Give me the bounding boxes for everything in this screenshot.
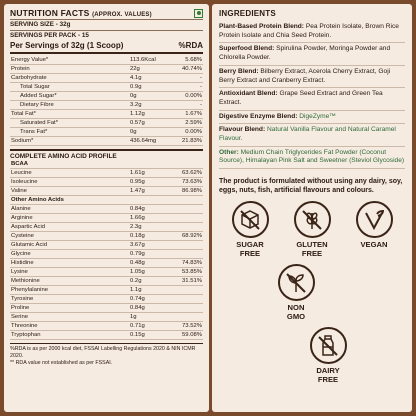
badge-label <box>316 367 339 384</box>
nutrient-rda <box>169 205 203 214</box>
nutrient-value: 0.15g <box>129 331 169 340</box>
nutrition-header <box>10 8 203 18</box>
ingredient-item <box>219 111 405 125</box>
per-serving-label: Per Servings of 32g (1 Scoop) <box>10 41 124 50</box>
nutrient-name: Protein <box>10 65 129 74</box>
nutrient-rda: - <box>169 74 203 83</box>
ingredient-text: Medium Chain Triglycerides Fat Powder (Coconut Source), Himalayan Pink Salt and Sweetner (Steviol Glycoside) <box>219 148 405 165</box>
nutrient-name: Glycine <box>10 250 129 259</box>
nutrient-rda <box>169 295 203 304</box>
ingredient-text: Bilberry Extract, Acerola Cherry Extract, Goji Berry Extract and Cranberry Extract. <box>219 67 391 84</box>
badge-label <box>360 241 387 250</box>
nutrient-rda: 73.52% <box>169 322 203 331</box>
nutrient-name: Energy Value* <box>10 56 129 65</box>
veg-mark-icon <box>194 9 203 18</box>
nutrient-rda: 74.83% <box>169 259 203 268</box>
nutrient-rda: 73.63% <box>169 178 203 187</box>
ingredients-list <box>219 21 405 169</box>
nutrient-name: Saturated Fat* <box>10 119 129 128</box>
seedling-icon <box>278 264 315 301</box>
badge-label <box>236 241 263 258</box>
wheat-slash-icon <box>294 201 331 238</box>
nutrient-name: Threonine <box>10 322 129 331</box>
nutrient-rda: 0.00% <box>169 92 203 101</box>
table-row <box>10 322 203 331</box>
cube-slash-icon <box>232 201 269 238</box>
badge-label-line2: FREE <box>317 374 339 384</box>
table-row <box>10 241 203 250</box>
nutrition-title: NUTRITION FACTS <box>10 8 90 18</box>
nutrition-table <box>10 56 203 146</box>
amino-table <box>10 160 203 340</box>
divider <box>10 52 203 54</box>
table-row <box>10 187 203 196</box>
badge-label-line1: NON <box>287 303 305 313</box>
table-row <box>10 92 203 101</box>
nutrient-value: 0.48g <box>129 259 169 268</box>
nutrient-name: BCAA <box>10 160 129 169</box>
nutrient-rda: 53.85% <box>169 268 203 277</box>
nutrient-name: Sodium* <box>10 137 129 146</box>
table-row <box>10 169 203 178</box>
nutrient-name: Tyrosine <box>10 295 129 304</box>
ingredient-label: Flavour Blend: <box>219 126 266 134</box>
nutrient-rda: 21.83% <box>169 137 203 146</box>
table-row <box>10 178 203 187</box>
table-row <box>10 205 203 214</box>
claim-badge <box>266 264 326 321</box>
divider <box>10 30 203 31</box>
servings-per-pack: SERVINGS PER PACK - 15 <box>10 32 89 39</box>
ingredient-label: Antioxidant Blend: <box>219 90 278 98</box>
nutrient-rda: 0.00% <box>169 128 203 137</box>
footnote-rda: %RDA is as per 2000 kcal diet, FSSAI Labelling Regulations 2020 & NIN ICMR 2020. <box>10 346 196 359</box>
nutrient-rda <box>169 286 203 295</box>
nutrient-rda <box>169 160 203 169</box>
nutrient-value: 1.1g <box>129 286 169 295</box>
nutrient-name: Alanine <box>10 205 129 214</box>
nutrient-rda <box>169 214 203 223</box>
nutrient-rda <box>169 223 203 232</box>
table-row <box>10 65 203 74</box>
table-row <box>10 196 203 205</box>
ingredient-label: Berry Blend: <box>219 67 259 75</box>
table-row <box>10 74 203 83</box>
nutrient-value: 0.84g <box>129 205 169 214</box>
ingredient-item <box>219 147 405 169</box>
ingredient-item <box>219 88 405 110</box>
nutrient-name: Serine <box>10 313 129 322</box>
ingredient-text: Grape Seed Extract and Green Tea Extract. <box>219 90 383 106</box>
claim-badge <box>344 201 404 258</box>
nutrient-name: Leucine <box>10 169 129 178</box>
nutrient-value: 0.9g <box>129 83 169 92</box>
ingredient-text: Pea Protein Isolate, Brown Rice Protein Isolate and Chia Seed Protein. <box>219 23 399 39</box>
nutrient-name: Total Sugar <box>10 83 129 92</box>
table-row <box>10 137 203 146</box>
table-row <box>10 277 203 286</box>
nutrient-rda: 63.62% <box>169 169 203 178</box>
badge-label <box>296 241 327 258</box>
badge-label-line1: VEGAN <box>360 240 388 250</box>
table-row <box>10 101 203 110</box>
nutrient-name: Aspartic Acid <box>10 223 129 232</box>
nutrient-rda: 5.68% <box>169 56 203 65</box>
nutrient-rda <box>169 196 203 205</box>
ingredient-label: Other: <box>219 148 239 156</box>
nutrient-value: 1.05g <box>129 268 169 277</box>
nutrient-name: Histidine <box>10 259 129 268</box>
nutrient-value: 1g <box>129 313 169 322</box>
ingredient-text: Spirulina Powder, Moringa Powder and Chlorella Powder. <box>219 45 391 62</box>
claim-badge <box>298 327 358 384</box>
nutrient-rda: 86.98% <box>169 187 203 196</box>
ingredient-label: Digestive Enzyme Blend: <box>219 112 298 120</box>
nutrient-value: 436.64mg <box>129 137 169 146</box>
nutrient-name: Carbohydrate <box>10 74 129 83</box>
nutrient-value: 2.3g <box>129 223 169 232</box>
table-row <box>10 83 203 92</box>
veg-dot <box>197 11 201 15</box>
nutrient-name: Cysteine <box>10 232 129 241</box>
nutrition-title-group <box>10 8 152 18</box>
nutrient-name: Valine <box>10 187 129 196</box>
nutrient-value: 0.95g <box>129 178 169 187</box>
per-serving-header <box>10 41 203 50</box>
nutrient-rda: - <box>169 101 203 110</box>
ingredient-item <box>219 21 405 43</box>
badge-label-line2: FREE <box>301 248 323 258</box>
table-row <box>10 331 203 340</box>
nutrient-name: Other Amino Acids <box>10 196 129 205</box>
nutrient-value: 1.66g <box>129 214 169 223</box>
ingredient-item <box>219 43 405 65</box>
nutrient-name: Trans Fat* <box>10 128 129 137</box>
nutrient-value: 3.67g <box>129 241 169 250</box>
badge-label <box>287 304 305 321</box>
claim-badge <box>220 201 280 258</box>
nutrient-name: Phenylalanine <box>10 286 129 295</box>
nutrient-rda <box>169 241 203 250</box>
badge-label-line2: GMO <box>286 311 306 321</box>
nutrient-value: 0.18g <box>129 232 169 241</box>
ingredient-text: DigeZyme™ <box>297 112 336 120</box>
amino-acid-title: COMPLETE AMINO ACID PROFILE <box>10 149 203 160</box>
table-row <box>10 313 203 322</box>
nutrient-value: 113.6Kcal <box>129 56 169 65</box>
table-row <box>10 128 203 137</box>
table-row <box>10 110 203 119</box>
nutrient-value: 0.57g <box>129 119 169 128</box>
table-row <box>10 160 203 169</box>
ingredient-label: Superfood Blend: <box>219 45 275 53</box>
ingredient-item <box>219 124 405 146</box>
table-row <box>10 250 203 259</box>
nutrient-name: Isoleucine <box>10 178 129 187</box>
nutrient-value <box>129 160 169 169</box>
nutrient-value: 1.61g <box>129 169 169 178</box>
nutrient-name: Lysine <box>10 268 129 277</box>
ingredient-item <box>219 66 405 88</box>
table-row <box>10 304 203 313</box>
nutrient-name: Tryptophan <box>10 331 129 340</box>
nutrient-name: Methionine <box>10 277 129 286</box>
nutrient-rda: 68.92% <box>169 232 203 241</box>
badge-label-line1: SUGAR <box>236 240 264 250</box>
nutrient-value: 1.47g <box>129 187 169 196</box>
ingredients-panel <box>212 4 412 412</box>
nutrient-name: Arginine <box>10 214 129 223</box>
badge-label-line1: DAIRY <box>316 366 340 376</box>
nutrient-rda: 31.51% <box>169 277 203 286</box>
vegan-v-icon <box>356 201 393 238</box>
claim-badges <box>219 201 405 384</box>
nutrient-rda: 2.59% <box>169 119 203 128</box>
table-row <box>10 56 203 65</box>
rda-header: %RDA <box>178 41 203 50</box>
nutrient-rda: 59.08% <box>169 331 203 340</box>
footnote-not-established: ** RDA value not established as per FSSAI. <box>10 360 113 366</box>
nutrient-value: 0.2g <box>129 277 169 286</box>
nutrient-rda: - <box>169 83 203 92</box>
nutrient-name: Added Sugar* <box>10 92 129 101</box>
nutrient-value: 0.79g <box>129 250 169 259</box>
ingredient-label: Plant-Based Protein Blend: <box>219 23 304 30</box>
nutrient-value: 0.84g <box>129 304 169 313</box>
nutrient-value: 0.74g <box>129 295 169 304</box>
nutrient-rda: 1.67% <box>169 110 203 119</box>
serving-size: SERVING SIZE - 32g <box>10 21 71 28</box>
nutrient-value: 0g <box>129 92 169 101</box>
table-row <box>10 214 203 223</box>
nutrient-value: 0.71g <box>129 322 169 331</box>
table-row <box>10 259 203 268</box>
ingredients-title: INGREDIENTS <box>219 9 276 18</box>
table-row <box>10 232 203 241</box>
claim-badge <box>282 201 342 258</box>
free-from-statement: The product is formulated without using any dairy, soy, eggs, nuts, fish, artificial flavours and colours. <box>219 178 403 195</box>
table-row <box>10 223 203 232</box>
table-row <box>10 119 203 128</box>
nutrient-value: 4.1g <box>129 74 169 83</box>
nutrient-value: 1.12g <box>129 110 169 119</box>
nutrient-name: Total Fat* <box>10 110 129 119</box>
footnotes <box>10 343 203 367</box>
nutrient-rda: 40.74% <box>169 65 203 74</box>
table-row <box>10 268 203 277</box>
nutrient-name: Dietary Fibre <box>10 101 129 110</box>
table-row <box>10 286 203 295</box>
ingredient-text: Natural Vanilla Flavour and Natural Caramel Flavour. <box>219 126 396 143</box>
nutrient-value: 22g <box>129 65 169 74</box>
nutrient-rda <box>169 313 203 322</box>
badge-label-line1: GLUTEN <box>296 240 328 250</box>
table-row <box>10 295 203 304</box>
milk-bottle-icon <box>310 327 347 364</box>
nutrient-value: 3.2g <box>129 101 169 110</box>
nutrient-rda <box>169 250 203 259</box>
nutrition-facts-panel <box>4 4 209 412</box>
nutrition-subtitle: (APPROX. VALUES) <box>92 12 152 18</box>
nutrient-rda <box>169 304 203 313</box>
badge-label-line2: FREE <box>239 248 261 258</box>
nutrient-name: Proline <box>10 304 129 313</box>
nutrient-value: 0g <box>129 128 169 137</box>
nutrient-value <box>129 196 169 205</box>
nutrient-name: Glutamic Acid <box>10 241 129 250</box>
divider <box>10 19 203 20</box>
